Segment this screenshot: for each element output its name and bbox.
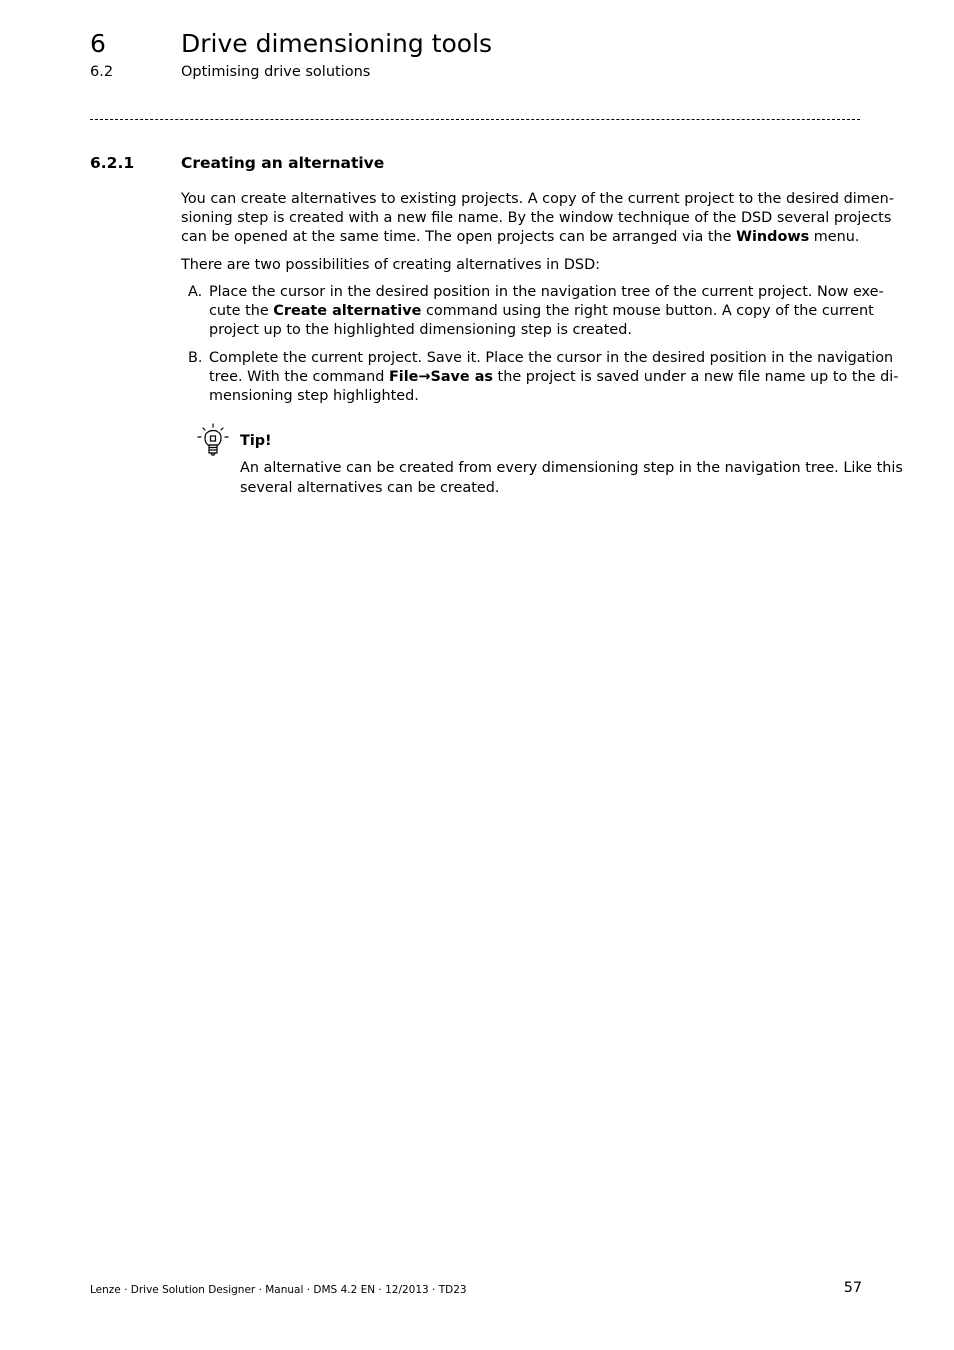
paragraph-line: sioning step is created with a new file name. By the window technique of the DSD several projects <box>181 210 892 226</box>
text-span: menu. <box>809 229 860 245</box>
footer-text: Lenze · Drive Solution Designer · Manual · DMS 4.2 EN · 12/2013 · TD23 <box>90 1284 467 1296</box>
tip-label: Tip! <box>240 433 272 449</box>
paragraph-intro: There are two possibilities of creating alternatives in DSD: <box>181 257 600 273</box>
page-number: 57 <box>843 1280 862 1296</box>
list-marker-a: A. <box>188 284 203 300</box>
list-item-a-line <box>209 302 874 321</box>
text-span: cute the <box>209 303 274 319</box>
text-span: tree. With the command <box>209 369 389 385</box>
chapter-number: 6 <box>90 29 106 58</box>
list-item-b-line: Complete the current project. Save it. Place the cursor in the desired position in the navigation <box>209 350 894 366</box>
section-number: 6.2 <box>90 64 114 80</box>
section-title: Optimising drive solutions <box>181 64 371 80</box>
lightbulb-icon <box>196 423 232 457</box>
text-span: the project is saved under a new file name up to the di- <box>492 369 899 385</box>
list-marker-b: B. <box>188 350 203 366</box>
text-span: command using the right mouse button. A copy of the current <box>421 303 874 319</box>
list-item-b-line: mensioning step highlighted. <box>209 388 419 404</box>
paragraph-line <box>181 228 859 247</box>
paragraph-line: You can create alternatives to existing projects. A copy of the current project to the desired dimen- <box>181 191 894 207</box>
header-divider <box>90 119 860 120</box>
list-item-a-line: project up to the highlighted dimensioning step is created. <box>209 322 632 338</box>
tip-text-line: several alternatives can be created. <box>240 480 500 496</box>
list-item-a-line: Place the cursor in the desired position in the navigation tree of the current project. Now exe- <box>209 284 884 300</box>
bold-term-create-alternative: Create alternative <box>273 303 422 319</box>
tip-text-line: An alternative can be created from every dimensioning step in the navigation tree. Like this <box>240 460 903 476</box>
text-span: can be opened at the same time. The open projects can be arranged via the <box>181 229 737 245</box>
subsection-number: 6.2.1 <box>90 154 135 172</box>
bold-term-file-save-as: File→Save as <box>388 369 493 385</box>
chapter-title: Drive dimensioning tools <box>181 29 493 58</box>
subsection-title: Creating an alternative <box>181 154 385 172</box>
list-item-b-line <box>209 368 898 387</box>
bold-term-windows: Windows <box>736 229 810 245</box>
